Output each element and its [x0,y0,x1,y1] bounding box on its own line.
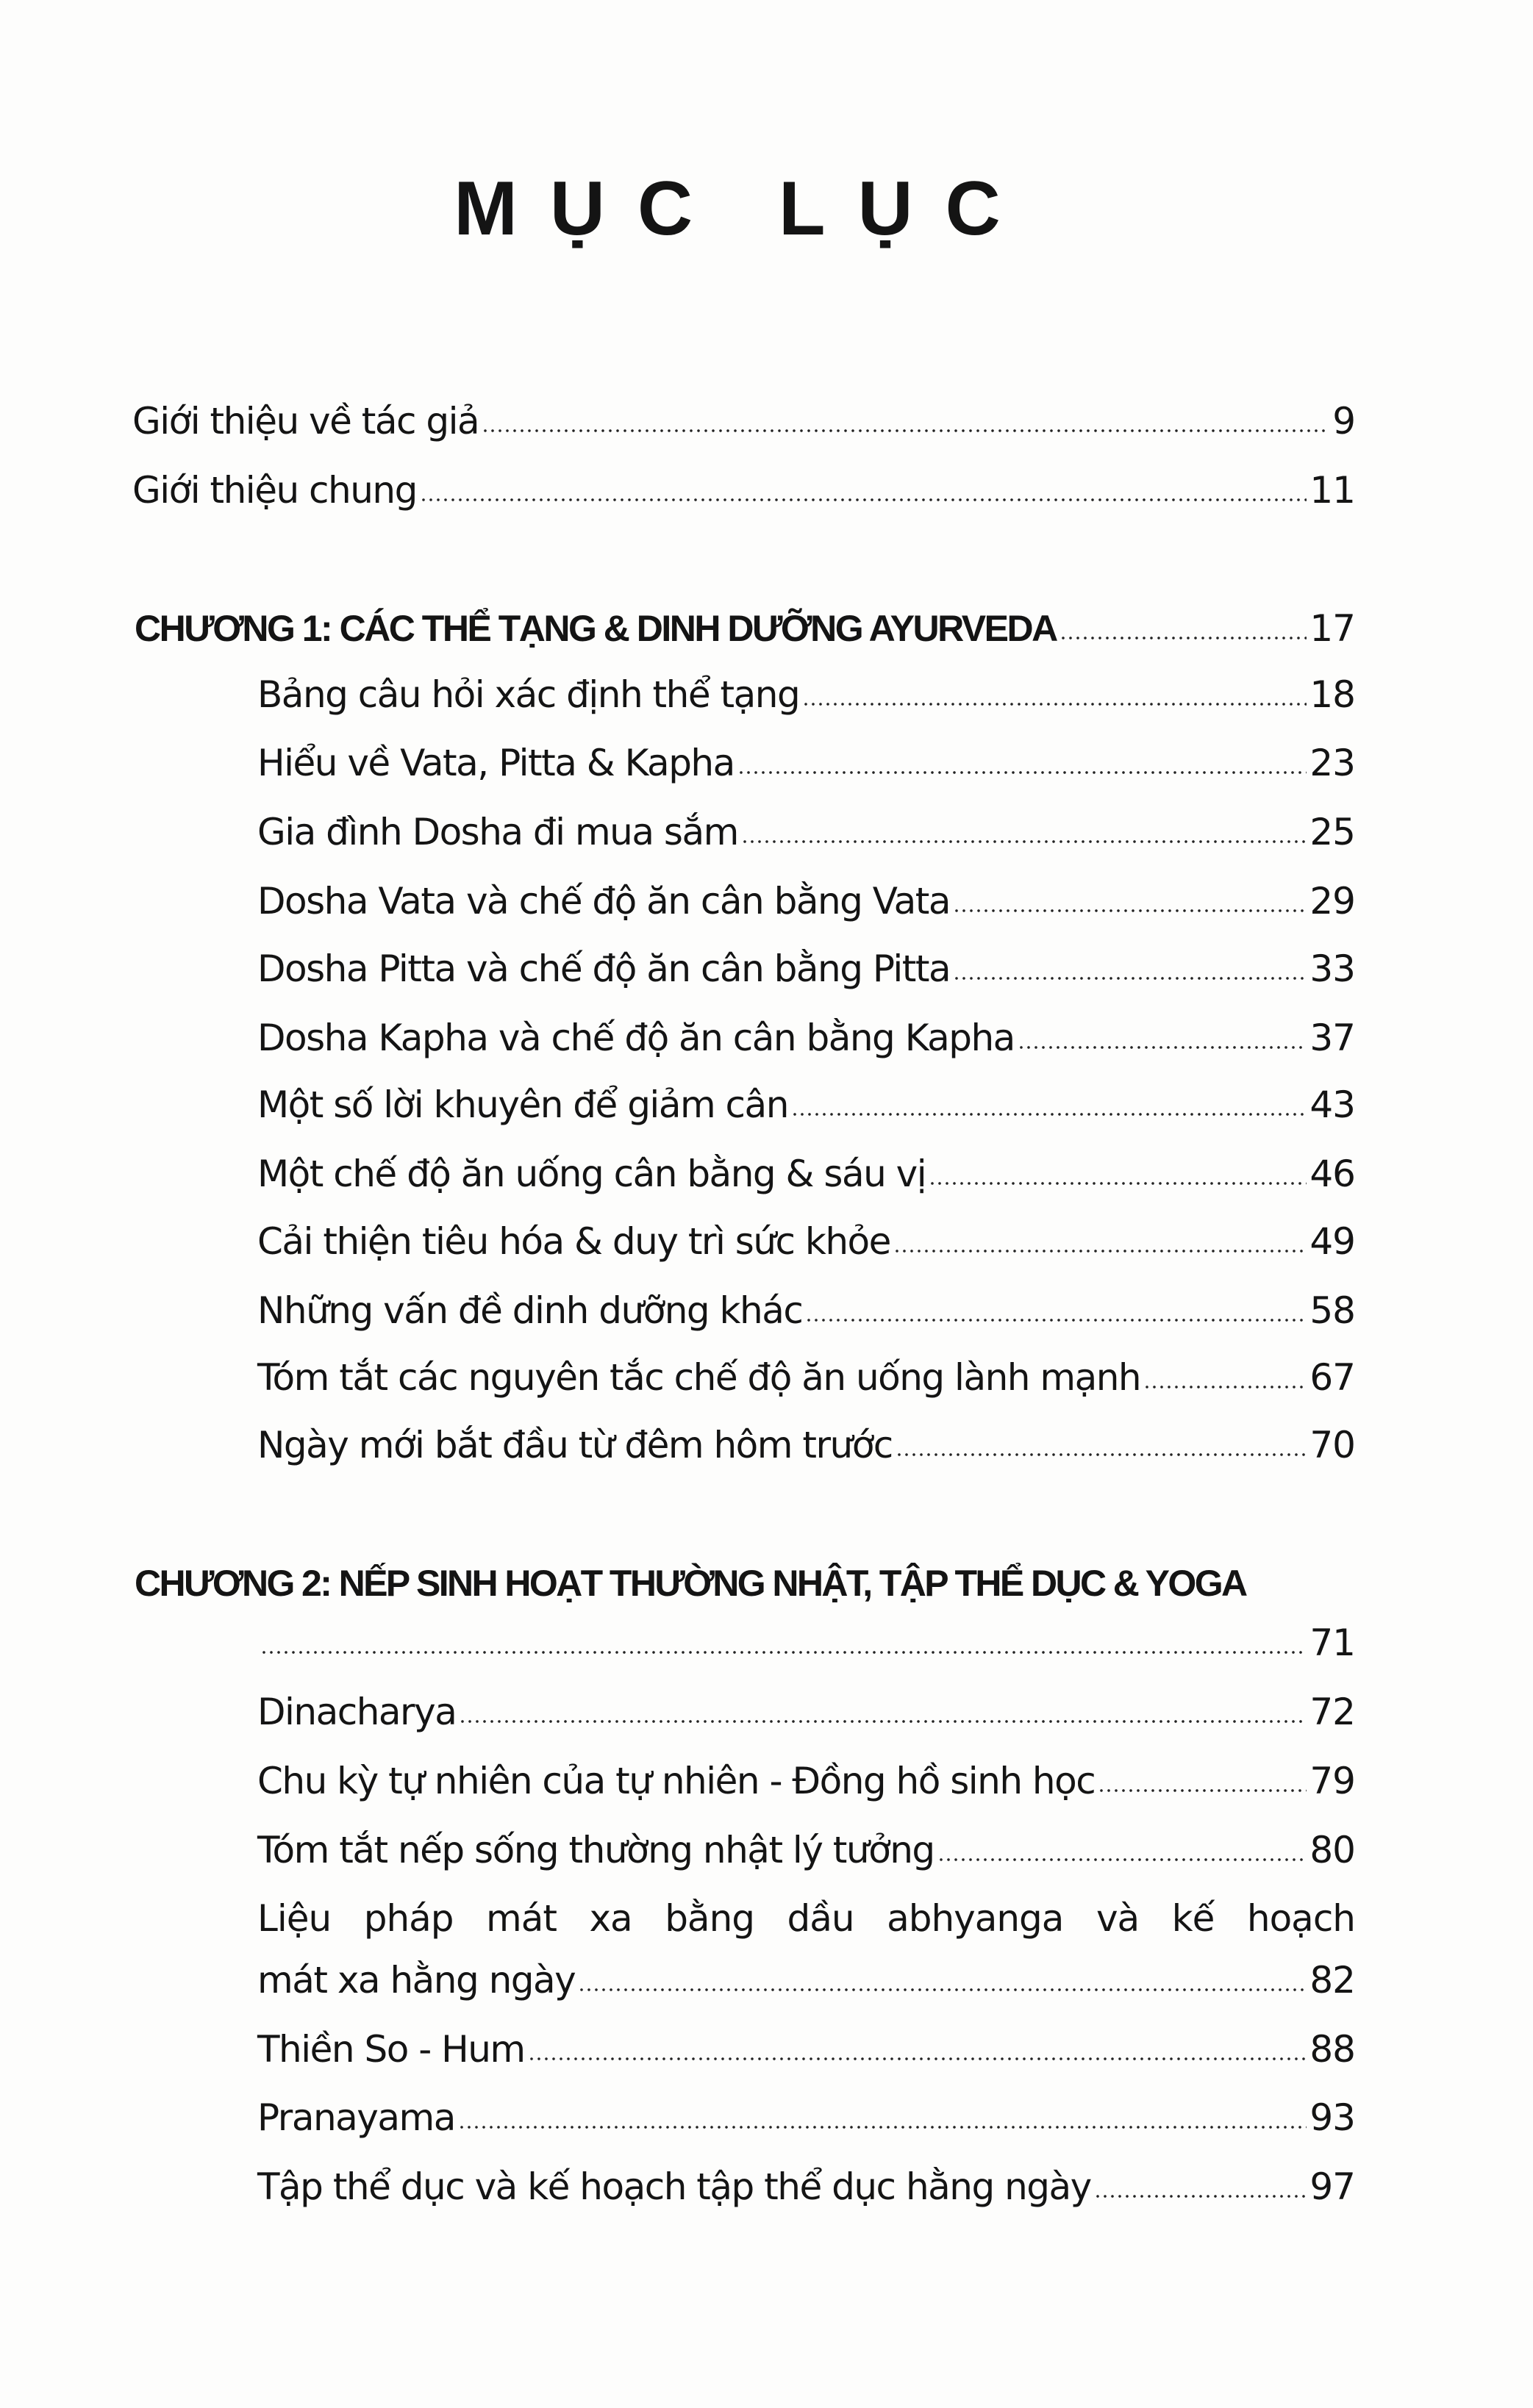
entry-page: 49 [1309,1220,1355,1263]
toc-entry[interactable] [257,875,1355,927]
toc-entry[interactable] [257,737,1355,789]
entry-label: Pranayama [257,2096,455,2139]
dot-leader [459,1719,1307,1724]
dot-leader [896,1452,1307,1458]
dot-leader [953,908,1307,914]
entry-page: 93 [1309,2096,1355,2139]
entry-label: Tập thể dục và kế hoạch tập thể dục hằng ngày [257,2165,1091,2208]
dot-leader [791,1111,1307,1117]
entry-label: Gia đình Dosha đi mua sắm [257,811,738,853]
toc-entry[interactable] [257,1352,1355,1403]
chapter-1-entry[interactable] [135,603,1355,654]
dot-leader [805,1317,1307,1323]
toc-entry[interactable] [257,2161,1355,2212]
entry-page: 82 [1309,1959,1355,2002]
entry-label: Chu kỳ tự nhiên của tự nhiên - Đồng hồ sinh học [257,1760,1096,1802]
dot-leader [802,701,1307,707]
dot-leader [1094,2193,1307,2199]
dot-leader [741,839,1307,845]
toc-entry[interactable] [257,1419,1355,1471]
entry-page: 70 [1309,1424,1355,1466]
dot-leader [1018,1044,1307,1050]
chapter-2-label[interactable]: CHƯƠNG 2: NẾP SINH HOẠT THƯỜNG NHẬT, TẬP THỂ DỤC & YOGA [135,1563,1246,1604]
dot-leader [929,1180,1307,1186]
dot-leader [482,428,1329,434]
chapter-2-page-row[interactable] [257,1617,1355,1669]
entry-page: 43 [1309,1083,1355,1126]
entry-label: Bảng câu hỏi xác định thể tạng [257,673,800,716]
dot-leader [578,1987,1307,1993]
toc-entry[interactable] [257,1824,1355,1876]
entry-page: 33 [1309,947,1355,990]
toc-entry[interactable] [257,1755,1355,1807]
entry-label: Ngày mới bắt đầu từ đêm hôm trước [257,1424,893,1466]
entry-label: Cải thiện tiêu hóa & duy trì sức khỏe [257,1220,890,1263]
chapter-label: CHƯƠNG 1: CÁC THỂ TẠNG & DINH DƯỠNG AYURVEDA [135,608,1057,649]
dot-leader [1098,1788,1307,1794]
entry-label: Giới thiệu về tác giả [132,400,479,442]
entry-page: 71 [1309,1622,1355,1664]
dot-leader [1059,635,1307,641]
toc-entry[interactable] [132,465,1355,516]
entry-label: mát xa hằng ngày [257,1959,576,2002]
entry-label: Dinacharya [257,1691,457,1733]
entry-page: 46 [1309,1153,1355,1195]
dot-leader [893,1248,1307,1254]
entry-page: 80 [1309,1829,1355,1871]
entry-label: Dosha Kapha và chế độ ăn cân bằng Kapha [257,1017,1015,1059]
toc-entry[interactable] [257,943,1355,995]
entry-page: 72 [1309,1691,1355,1733]
toc-entry[interactable] [257,1148,1355,1200]
toc-entry[interactable] [257,1686,1355,1738]
entry-page: 17 [1309,607,1355,650]
entry-label: Dosha Vata và chế độ ăn cân bằng Vata [257,880,950,922]
dot-leader [1143,1384,1307,1390]
entry-page: 18 [1309,673,1355,716]
entry-label: Tóm tắt các nguyên tắc chế độ ăn uống lành mạnh [257,1356,1141,1399]
toc-entry[interactable] [257,1012,1355,1064]
entry-label: Hiểu về Vata, Pitta & Kapha [257,742,735,784]
entry-page: 25 [1309,811,1355,853]
dot-leader [528,2056,1307,2062]
entry-label: Thiền So - Hum [257,2028,525,2071]
entry-label: Dosha Pitta và chế độ ăn cân bằng Pitta [257,947,951,990]
toc-entry[interactable] [257,1216,1355,1267]
dot-leader [260,1649,1307,1655]
dot-leader [420,497,1307,503]
entry-page: 37 [1309,1017,1355,1059]
toc-entry[interactable] [132,395,1355,447]
page-title: MỤC LỤC [454,166,1033,251]
entry-label-line1[interactable]: Liệu pháp mát xa bằng dầu abhyanga và kế hoạch [257,1897,1355,1940]
dot-leader [953,975,1307,981]
entry-label: Những vấn đề dinh dưỡng khác [257,1289,803,1332]
entry-page: 67 [1309,1356,1355,1399]
toc-entry[interactable] [257,806,1355,858]
entry-page: 23 [1309,742,1355,784]
toc-entry[interactable] [257,2092,1355,2143]
toc-entry[interactable] [257,1954,1355,2006]
entry-label: Giới thiệu chung [132,469,417,512]
entry-page: 88 [1309,2028,1355,2071]
entry-page: 58 [1309,1289,1355,1332]
entry-page: 9 [1332,400,1355,442]
entry-page: 79 [1309,1760,1355,1802]
toc-entry[interactable] [257,1285,1355,1336]
toc-entry[interactable] [257,1079,1355,1130]
toc-entry[interactable] [257,669,1355,720]
entry-page: 29 [1309,880,1355,922]
toc-entry[interactable] [257,2024,1355,2075]
entry-page: 97 [1309,2165,1355,2208]
dot-leader [458,2124,1307,2130]
dot-leader [937,1857,1307,1863]
entry-label: Một chế độ ăn uống cân bằng & sáu vị [257,1153,926,1195]
entry-label: Tóm tắt nếp sống thường nhật lý tưởng [257,1829,935,1871]
dot-leader [737,770,1307,775]
entry-page: 11 [1309,469,1355,512]
entry-label: Một số lời khuyên để giảm cân [257,1083,788,1126]
